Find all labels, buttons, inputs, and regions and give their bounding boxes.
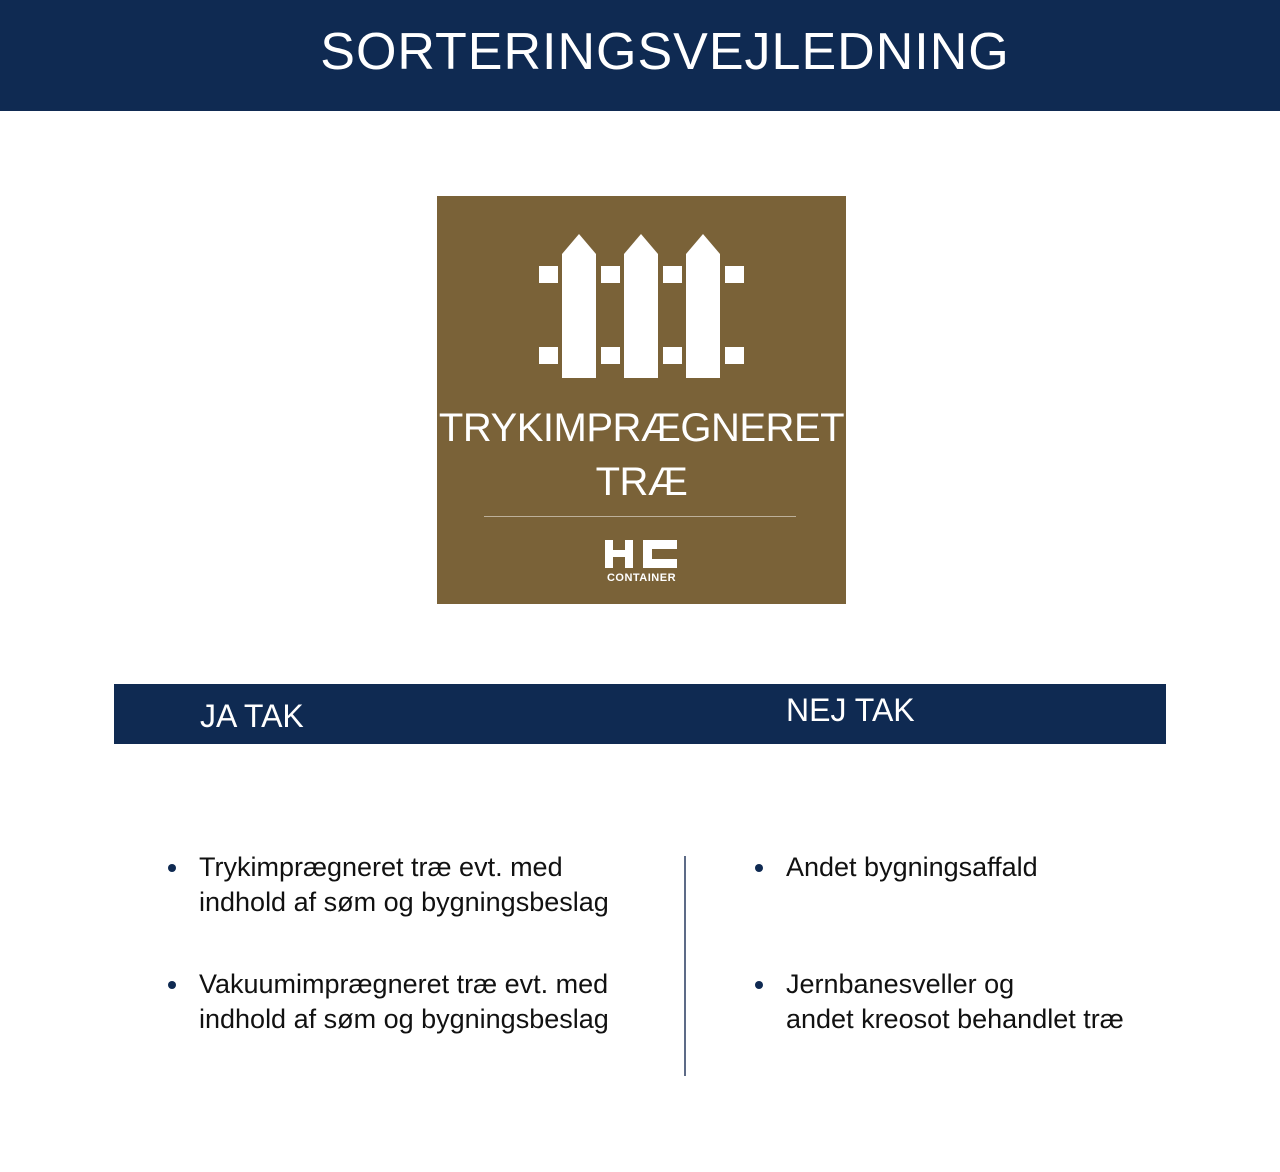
fence-icon (537, 234, 747, 380)
list-item: Andet bygningsaffald (753, 850, 1233, 885)
list-item: Jernbanesveller og andet kreosot behandlet træ (753, 967, 1233, 1037)
yes-heading: JA TAK (200, 698, 304, 734)
no-heading: NEJ TAK (786, 692, 915, 728)
column-divider (684, 856, 686, 1076)
badge-divider (484, 516, 796, 517)
badge-title: TRYKIMPRÆGNERET TRÆ (438, 406, 845, 504)
column-header-bar (114, 684, 1166, 744)
accepted-list (166, 850, 666, 1037)
list-item: Trykimprægneret træ evt. med indhold af søm og bygningsbeslag (166, 850, 666, 920)
page-title: SORTERINGSVEJLEDNING (320, 23, 1010, 81)
header-banner (0, 0, 1280, 111)
list-item: Vakuumimprægneret træ evt. med indhold af søm og bygningsbeslag (166, 967, 666, 1037)
category-badge (437, 196, 846, 604)
logo-subtext: CONTAINER (606, 572, 677, 584)
rejected-list (753, 850, 1233, 1037)
